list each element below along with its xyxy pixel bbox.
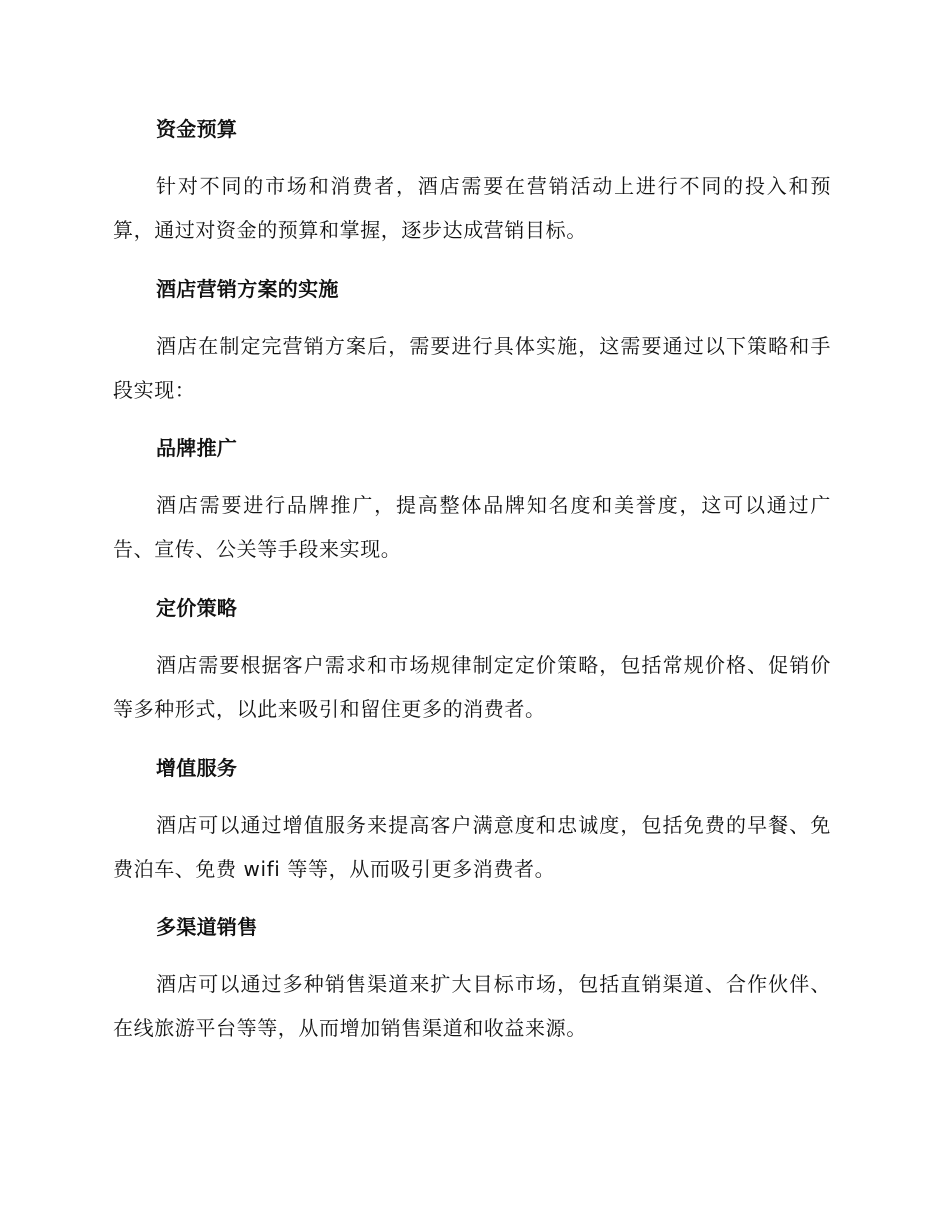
section-heading-implementation: 酒店营销方案的实施 [156, 277, 339, 301]
section-heading-brand-promotion: 品牌推广 [156, 436, 238, 460]
section-body-implementation: 酒店在制定完营销方案后，需要进行具体实施，这需要通过以下策略和手段实现： [113, 334, 831, 402]
section-body-value-added-services: 酒店可以通过增值服务来提高客户满意度和忠诚度，包括免费的早餐、免费泊车、免费 wifi 等等，从而吸引更多消费者。 [113, 813, 831, 881]
section-body-funding-budget: 针对不同的市场和消费者，酒店需要在营销活动上进行不同的投入和预算，通过对资金的预算和掌握，逐步达成营销目标。 [113, 174, 831, 242]
section-body-pricing-strategy: 酒店需要根据客户需求和市场规律制定定价策略，包括常规价格、促销价等多种形式，以此来吸引和留住更多的消费者。 [113, 653, 831, 721]
section-body-brand-promotion: 酒店需要进行品牌推广，提高整体品牌知名度和美誉度，这可以通过广告、宣传、公关等手段来实现。 [113, 493, 831, 561]
section-heading-multichannel-sales: 多渠道销售 [156, 915, 258, 939]
section-heading-funding-budget: 资金预算 [156, 117, 238, 141]
section-heading-value-added-services: 增值服务 [156, 756, 238, 780]
section-heading-pricing-strategy: 定价策略 [156, 596, 238, 620]
section-body-multichannel-sales: 酒店可以通过多种销售渠道来扩大目标市场，包括直销渠道、合作伙伴、在线旅游平台等等，从而增加销售渠道和收益来源。 [113, 972, 831, 1040]
